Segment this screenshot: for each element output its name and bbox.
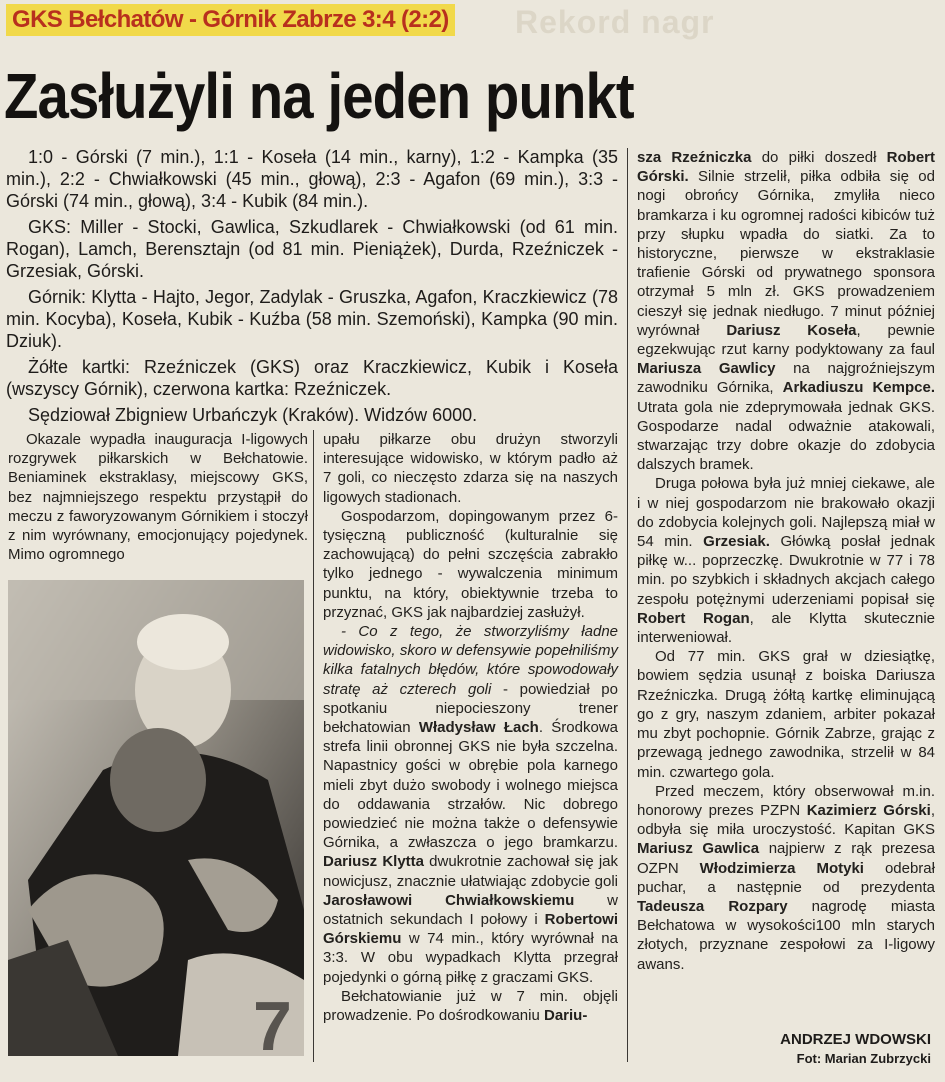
text-run: - powiedział po spotkaniu niepocieszony trener bełchatowian [323,680,618,737]
cards-line: Żółte kartki: Rzeźniczek (GKS) oraz Kraczkiewicz, Kubik i Koseła (wszyscy Górnik), czerwona kartka: Rzeźniczek. [6,357,618,399]
text-run: w ostatnich sekundach I połowy i [323,891,619,929]
text-run: Druga połowa była już mniej ciekawe, ale i w niej gospodarzom nie brakowało okazji do zdobycia kolejnych goli. Najlepszą miał w 54 min. [637,475,935,551]
text-run: nagrodę miasta Bełchatowa w wysokości100 mln starych złotych, przyznane zespołowi za I-ligowy awans. [637,897,935,973]
article-column-2 [323,430,618,1025]
text-run: , pewnie egzekwując rzut karny podyktowany za faul [637,321,935,359]
text-run: dwukrotnie zachował się jak nowicjusz, znacznie ułatwiając zdobycie goli [323,853,619,890]
photo-credit: Fot: Marian Zubrzycki [796,1051,931,1066]
person-name: Robert Rogan [637,609,750,627]
article-column-1 [8,430,308,564]
column-3-paragraph-2 [637,474,935,647]
author-name: ANDRZEJ WDOWSKI [780,1031,931,1048]
match-photo [8,580,304,1056]
text-run: Bełchatowianie już w 7 min. objęli prowadzenie. Po dośrodkowaniu [323,987,618,1025]
referee-line: Sędziował Zbigniew Urbańczyk (Kraków). Widzów 6000. [28,405,478,425]
text-run: Utrata gola nie zdeprymowała jednak GKS. Gospodarze nadal odważnie atakowali, stwarzając trzy dobre okazje do zdobycia dalszych bramek. [637,398,935,474]
article-column-3 [637,148,935,974]
goals-line: 1:0 - Górski (7 min.), 1:1 - Koseła (14 min., karny), 1:2 - Kampka (35 min.), 2:2 - Chwiałkowski (45 min., głową), 2:3 - Agafon (69 min.), 3:3 - Górski (74 min., głową), 3:4 - Kubik (84 min.). [6,147,618,211]
person-name: Tadeusza Rozpary [637,897,788,915]
match-summary [6,146,618,430]
celebrating-players-image [8,580,304,1056]
gks-lineup: GKS: Miller - Stocki, Gawlica, Szkudlarek - Chwiałkowski (od 61 min. Rogan), Lamch, Berensztajn (od 81 min. Pieniążek), Durda, Rzeźniczek - Grzesiak, Górski. [6,217,618,281]
column-2-paragraph-1: upału piłkarze obu drużyn stworzyli interesujące widowisko, w którym padło aż 7 goli, co nieczęsto zdarza się na naszych ligowych stadionach. [323,431,618,506]
column-3-paragraph-4 [637,782,935,974]
column-1-paragraph: Okazale wypadła inauguracja I-ligowych rozgrywek piłkarskich w Bełchatowie. Beniaminek ekstraklasy, miejscowy GKS, bez najmniejszego respektu przystąpił do meczu z faworyzowanym Górnikiem i stoczył z nim wyrównany, emocjonujący pojedynek. Mimo ogromnego [8,431,308,564]
person-name: Robertowi Górskiemu [323,911,618,948]
svg-text:7: 7 [253,987,292,1056]
person-name: Grzesiak. [703,533,770,551]
text-run: w 74 min., który wyrównał na 3:3. W obu wypadkach Klytta przegrał pojedynki o górną piłkę z graczami GKS. [323,930,618,986]
person-name: Władysław Łach [418,719,539,737]
background-ghost-headline: Rekord nagr [515,4,715,40]
person-name: Robert Górski. [637,149,935,186]
person-name: Dariusz Klytta [323,853,425,871]
person-name: Kazimierz Górski [806,801,931,819]
text-run: odebrał puchar, a następnie od prezydenta [637,859,935,896]
column-2-paragraph-4 [323,987,618,1025]
column-3-paragraph-3: Od 77 min. GKS grał w dziesiątkę, bowiem sędzia usunął z boiska Dariusza Rzeźniczka. Drugą żółtą kartkę eliminującą go z gry, naszym zdaniem, arbiter pokazał mu zbyt pochopnie. Górnik Zabrze, grając z przewagą jednego zawodnika, strzelił w 84 min. czwartego gola. [637,648,935,781]
headline: Zasłużyli na jeden punkt [4,60,634,132]
text-run: do piłki doszedł [751,149,887,166]
text-run: . Środkowa strefa linii obronnej GKS nie była szczelna. Napastnicy gości w obrębie pola karnego mieli zbyt dużo swobody i wolnego miejsca do oddawania strzałów. Nic dobrego powiedzieć nie można także o defensywie Górnika, a zwłaszcza o jego bramkarzu. [323,719,618,852]
match-result-kicker: GKS Bełchatów - Górnik Zabrze 3:4 (2:2) [6,4,455,36]
person-name: Mariusz Gawlica [637,840,760,858]
column-3-paragraph-1 [637,148,935,474]
text-run: Główką posłał jednak piłkę w... poprzeczkę. Dwukrotnie w 77 i 78 min. po szybkich i składnych akcjach całego zespołu potężnymi uderzeniami popisał się [637,533,936,608]
person-name: Dariu- [543,1007,588,1025]
person-name: Dariusz Koseła [726,321,857,339]
text-run: , odbyła się miła uroczystość. Kapitan GKS [637,801,935,839]
person-name: Arkadiuszu Kempce. [782,379,936,397]
column-rule-right [627,148,628,1062]
column-2-paragraph-2: Gospodarzom, dopingowanym przez 6-tysięczną publiczność (kulturalnie się zachowującą) do pełni szczęścia zabrakło tylko jednego - wywalczenia minimum punktu, na który, obiektywnie trzeba to przyznać, GKS jak najbardziej zasłużył. [323,507,618,621]
text-run: Silnie strzelił, piłka odbiła się od nogi obrońcy Górnika, zmyliła nieco bramkarza i ku ogromnej radości kibiców tuż przy słupku wpadła do siatki. Za to historyczne, pierwsze w ekstraklasie trafienie Górski od prywatnego sponsora otrzymał 5 mln zł. GKS prowadzeniem cieszył się jednak niedługo. 7 minut później wyrównał [637,168,935,339]
column-2-paragraph-3 [323,622,618,987]
text-run: , ale Klytta skutecznie interweniował. [637,609,935,647]
column-rule-left [313,430,314,1062]
text-run: na najgroźniejszym zawodniku Górnika, [637,360,935,397]
text-run: najpierw z rąk prezesa OZPN [637,840,935,877]
coach-quote: - Co z tego, że stworzyliśmy ładne widowisko, skoro w defensywie popełniliśmy kilka fatalnych błędów, które spowodowały stratę aż czterech goli [323,623,618,698]
person-name: sza Rzeźniczka [637,149,752,166]
gornik-lineup: Górnik: Klytta - Hajto, Jegor, Zadylak - Gruszka, Agafon, Kraczkiewicz (78 min. Kocyba), Koseła, Kubik - Kuźba (58 min. Szemoński), Kampka (90 min. Dziuk). [6,287,618,351]
person-name: Włodzimierza Motyki [699,859,864,877]
text-run: Przed meczem, który obserwował m.in. honorowy prezes PZPN [637,782,935,819]
byline [780,1030,931,1068]
person-name: Mariusza Gawlicy [637,360,776,378]
person-name: Jarosławowi Chwiałkowskiemu [323,891,575,909]
